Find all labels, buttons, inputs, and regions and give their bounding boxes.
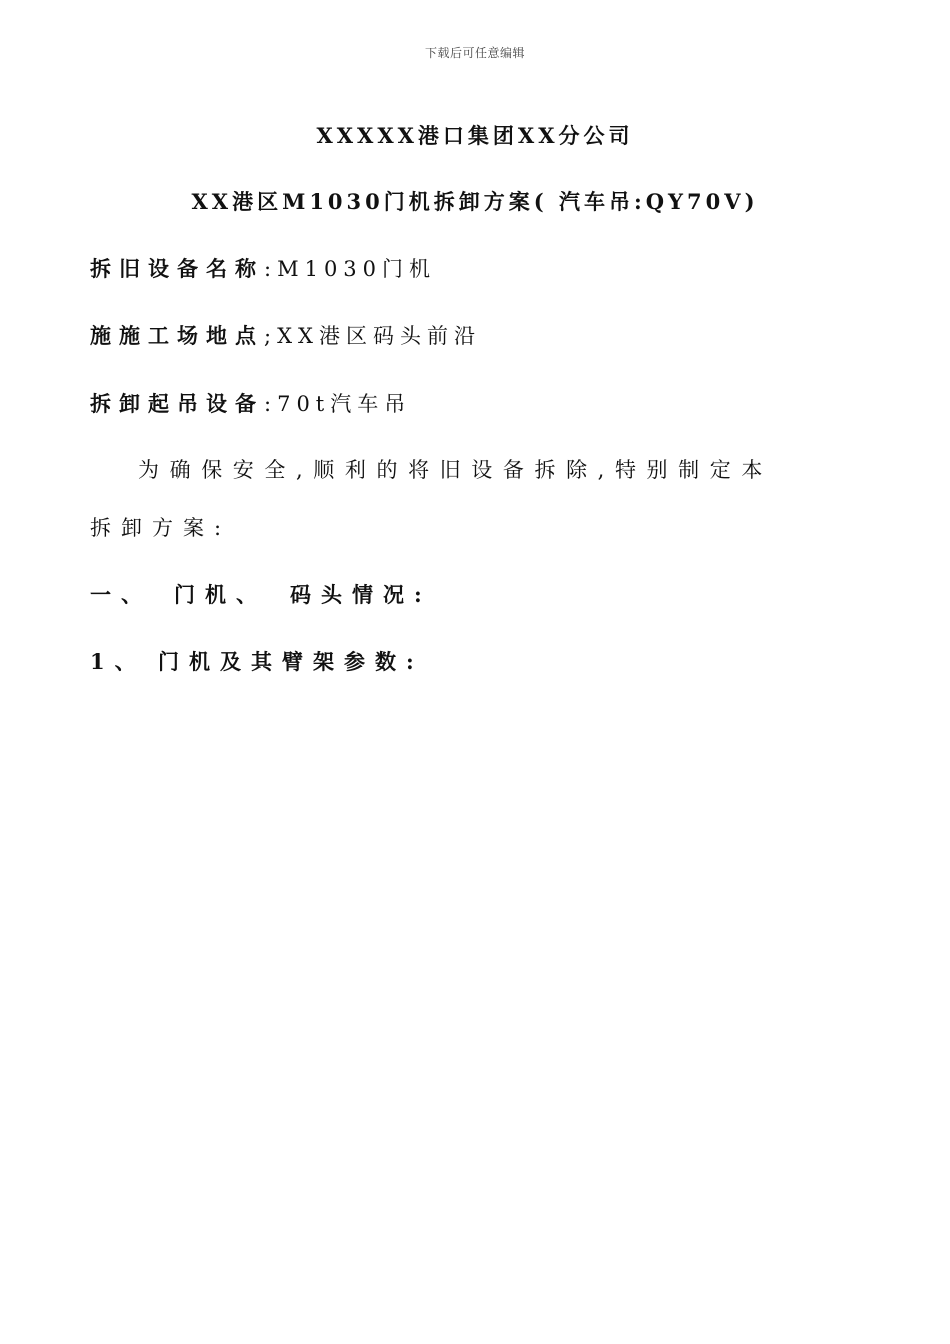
header-note: 下载后可任意编辑 <box>424 46 525 60</box>
field-label: 拆旧设备名称 <box>90 256 264 281</box>
section-number: 一、 <box>90 582 152 607</box>
field-value: M1030门机 <box>277 257 437 281</box>
document-title: XXXXX港口集团XX分公司 <box>316 123 634 148</box>
subsection-number: 1、 <box>90 649 146 674</box>
field-separator: : <box>264 392 278 416</box>
subsection-heading-1 <box>90 646 424 676</box>
intro-paragraph-line-1: 为确保安全,顺利的将旧设备拆除,特别制定本 <box>138 458 773 482</box>
field-separator: ; <box>264 324 278 348</box>
section-heading-part-2: 码头情况: <box>290 582 432 607</box>
section-heading-1 <box>90 579 432 609</box>
field-label: 拆卸起吊设备 <box>90 391 264 416</box>
field-lifting-equipment <box>90 388 411 418</box>
field-value: XX港区码头前沿 <box>277 324 481 348</box>
field-equipment-name <box>90 253 436 283</box>
document-subtitle: XX港区M1030门机拆卸方案( 汽车吊:QY70V) <box>191 189 759 214</box>
field-separator: : <box>264 257 278 281</box>
subsection-heading-text: 门机及其臂架参数: <box>158 649 424 674</box>
field-value: 70t汽车吊 <box>277 392 412 416</box>
intro-paragraph-line-2: 拆卸方案: <box>90 516 232 540</box>
section-heading-part-1: 门机、 <box>174 582 267 607</box>
field-work-site <box>90 320 481 350</box>
field-label: 施施工场地点 <box>90 323 264 348</box>
